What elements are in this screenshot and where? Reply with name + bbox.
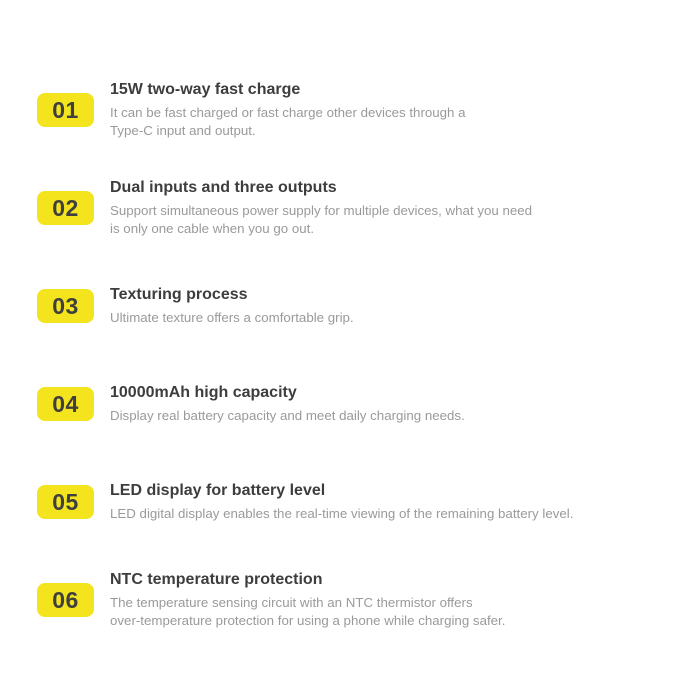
feature-texts	[110, 285, 680, 327]
feature-description-line: over-temperature protection for using a phone while charging safer.	[110, 613, 506, 628]
feature-item	[37, 61, 680, 159]
feature-texts	[110, 481, 680, 523]
feature-number-badge	[37, 387, 94, 421]
feature-number: 06	[52, 586, 79, 613]
feature-number-badge	[37, 93, 94, 127]
feature-number: 02	[52, 194, 79, 221]
feature-texts	[110, 383, 680, 425]
feature-item	[37, 159, 680, 257]
feature-number: 03	[52, 292, 79, 319]
feature-description	[110, 407, 680, 425]
feature-description-line: Support simultaneous power supply for multiple devices, what you need	[110, 203, 533, 218]
feature-title: 15W two-way fast charge	[110, 81, 301, 98]
feature-item	[37, 355, 680, 453]
feature-title: Texturing process	[110, 286, 248, 303]
feature-number-badge	[37, 289, 94, 323]
feature-description-line: Ultimate texture offers a comfortable grip.	[110, 310, 354, 325]
feature-texts	[110, 178, 680, 238]
feature-number-badge	[37, 191, 94, 225]
feature-description	[110, 505, 680, 523]
feature-description-line: Type-C input and output.	[110, 123, 256, 138]
feature-description	[110, 104, 680, 140]
feature-list	[37, 61, 680, 649]
feature-number: 05	[52, 488, 79, 515]
feature-description-line: The temperature sensing circuit with an NTC thermistor offers	[110, 595, 473, 610]
feature-description-line: LED digital display enables the real-time viewing of the remaining battery level.	[110, 506, 574, 521]
feature-number-badge	[37, 583, 94, 617]
feature-description	[110, 202, 680, 238]
feature-item	[37, 551, 680, 649]
feature-item	[37, 257, 680, 355]
feature-title: NTC temperature protection	[110, 571, 323, 588]
feature-description	[110, 594, 680, 630]
feature-description-line: Display real battery capacity and meet daily charging needs.	[110, 408, 465, 423]
feature-item	[37, 453, 680, 551]
feature-number-badge	[37, 485, 94, 519]
feature-description-line: is only one cable when you go out.	[110, 221, 315, 236]
feature-number: 01	[52, 96, 79, 123]
feature-texts	[110, 570, 680, 630]
feature-title: LED display for battery level	[110, 482, 326, 499]
feature-title: 10000mAh high capacity	[110, 384, 297, 401]
feature-description-line: It can be fast charged or fast charge other devices through a	[110, 105, 466, 120]
feature-texts	[110, 80, 680, 140]
feature-title: Dual inputs and three outputs	[110, 179, 337, 196]
feature-description	[110, 309, 680, 327]
feature-number: 04	[52, 390, 79, 417]
